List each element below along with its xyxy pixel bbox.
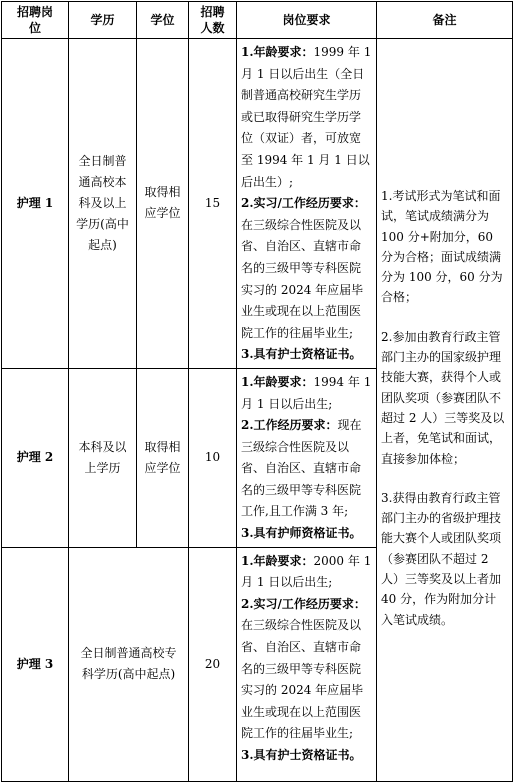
req-label: 3.具有护士资格证书。 xyxy=(241,347,362,362)
remark-item: 1.考试形式为笔试和面试，笔试成绩满分为 100 分+附加分，60 分为合格；面试成绩满分为 100 分，60 分为合格； xyxy=(381,189,503,305)
header-education: 学历 xyxy=(69,2,137,39)
post-cell: 护理 3 xyxy=(2,547,69,781)
requirements-cell xyxy=(237,39,377,369)
header-count: 招聘人数 xyxy=(189,2,237,39)
req-text: 1994 年 1 月 1 日以后出生; xyxy=(241,374,372,411)
req-label: 3.具有护师资格证书。 xyxy=(241,526,362,541)
count-cell: 10 xyxy=(189,368,237,547)
req-label: 3.具有护士资格证书。 xyxy=(241,748,362,762)
degree-cell: 取得相应学位 xyxy=(137,39,189,369)
header-post: 招聘岗位 xyxy=(2,2,69,39)
header-remarks: 备注 xyxy=(377,2,513,39)
education-cell: 全日制普通高校本科及以上学历(高中起点) xyxy=(69,39,137,369)
remark-item: 2.参加由教育行政主管部门主办的国家级护理技能大赛，获得个人或团队奖项（参赛团队不超过 2 人）三等奖及以上者，免笔试和面试，直接参加体检； xyxy=(381,329,505,466)
req-label: 2.实习/工作经历要求： xyxy=(241,196,366,211)
req-label: 2.实习/工作经历要求： xyxy=(241,596,366,611)
req-text: 现在三级综合性医院及以省、自治区、直辖市命名的三级甲等专科医院工作,且工作满 3 年; xyxy=(241,418,362,519)
post-cell: 护理 1 xyxy=(2,39,69,369)
req-text: 1999 年 1 月 1 日以后出生（全日制普通高校研究生学历或已取得研究生学历学位（双证）者，可放宽至 1994 年 1 月 1 日以后出生）; xyxy=(241,45,372,189)
req-label: 2.工作经历要求： xyxy=(241,418,338,433)
recruitment-table xyxy=(1,1,513,782)
table-header-row xyxy=(2,2,513,39)
table-row xyxy=(2,39,513,369)
req-label: 1.年龄要求： xyxy=(241,553,314,568)
degree-cell: 取得相应学位 xyxy=(137,368,189,547)
requirements-cell xyxy=(237,547,377,781)
req-label: 1.年龄要求： xyxy=(241,45,314,59)
req-text: 2000 年 1 月 1 日以后出生; xyxy=(241,553,372,590)
count-cell: 15 xyxy=(189,39,237,369)
req-text: 在三级综合性医院及以省、自治区、直辖市命名的三级甲等专科医院实习的 2024 年应届毕业生或现在以上范围医院工作的往届毕业生; xyxy=(241,217,364,340)
post-cell: 护理 2 xyxy=(2,368,69,547)
header-requirements: 岗位要求 xyxy=(237,2,377,39)
remarks-cell xyxy=(377,39,513,782)
count-cell: 20 xyxy=(189,547,237,781)
education-cell: 本科及以上学历 xyxy=(69,368,137,547)
req-text: 在三级综合性医院及以省、自治区、直辖市命名的三级甲等专科医院实习的 2024 年应届毕业生或现在以上范围医院工作的往届毕业生; xyxy=(241,618,364,741)
remark-item: 3.获得由教育行政主管部门主办的省级护理技能大赛个人或团队奖项（参赛团队不超过 2 人）三等奖及以上者加 40 分，作为附加分计入笔试成绩。 xyxy=(381,490,502,627)
req-label: 1.年龄要求： xyxy=(241,374,314,389)
header-degree: 学位 xyxy=(137,2,189,39)
education-cell: 全日制普通高校专科学历(高中起点) xyxy=(69,547,189,781)
requirements-cell xyxy=(237,368,377,547)
